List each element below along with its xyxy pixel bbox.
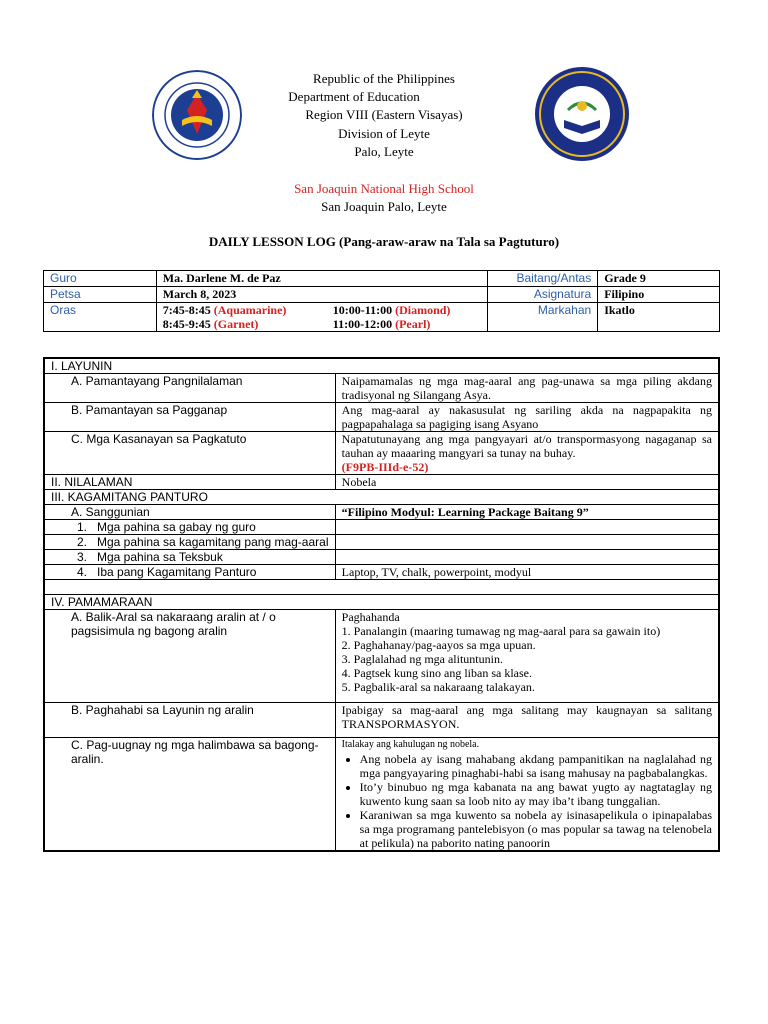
header-line-5: Palo, Leyte [354, 144, 414, 159]
kagamitan-item-4-value: Laptop, TV, chalk, powerpoint, modyul [335, 565, 719, 580]
header-line-1: Republic of the Philippines [313, 71, 455, 86]
kagamitan-item-4-text: Iba pang Kagamitang Panturo [97, 565, 257, 579]
layunin-a-label: A. Pamantayang Pangnilalaman [44, 374, 335, 403]
oras-1-section: (Aquamarine) [213, 303, 287, 317]
sanggunian-value: “Filipino Modyul: Learning Package Baitang 9” [335, 505, 719, 520]
kagamitan-item-4-label [44, 565, 335, 580]
guro-label: Guro [44, 271, 157, 287]
kagamitan-item-3-value [335, 550, 719, 565]
oras-3-section: (Garnet) [213, 317, 259, 331]
oras-4-time: 11:00-12:00 [332, 317, 393, 331]
oras-1-time: 7:45-8:45 [162, 303, 211, 317]
oras-2-time: 10:00-11:00 [332, 303, 393, 317]
nobela-bullet-1: • Ang nobela ay isang mahabang akdang pampanitikan na naglalahad ng mga pangyayaring pinaghabi-habi sa isang mahusay na pagbabalangkas. [360, 752, 712, 780]
step-2: 2. Paghahanay/pag-aayos sa mga upuan. [341, 638, 536, 652]
header-line-2: Department of Education [288, 89, 420, 104]
school-address: San Joaquin Palo, Leyte [321, 199, 447, 214]
pamamaraan-c-cell [335, 738, 719, 852]
school-name: San Joaquin National High School [294, 181, 474, 196]
layunin-c-label: C. Mga Kasanayan sa Pagkatuto [44, 432, 335, 475]
markahan-value: Ikatlo [598, 303, 720, 332]
pamamaraan-c-intro: Italakay ang kahulugan ng nobela. [341, 739, 480, 750]
section-nilalaman: II. NILALAMAN [44, 475, 335, 490]
kagamitan-item-4-num: 4. [77, 565, 88, 579]
nobela-bullet-2: • Ito’y binubuo ng mga kabanata na ang bawat yugto ay nagtataglay ng kuwento kung saan sa loob nito ay may iba’t ibang tunggalian. [360, 780, 712, 808]
step-4: 4. Pagtsek kung sino ang liban sa klase. [341, 666, 532, 680]
kagamitan-item-3-text: Mga pahina sa Teksbuk [97, 550, 223, 564]
spacer-row [44, 580, 719, 595]
oras-label: Oras [44, 303, 157, 332]
kagamitan-item-3-label [44, 550, 335, 565]
header-line-4: Division of Leyte [338, 126, 430, 141]
section-layunin: I. LAYUNIN [44, 358, 719, 374]
layunin-c-cell [335, 432, 719, 475]
pamamaraan-b-text [335, 703, 719, 738]
petsa-value: March 8, 2023 [156, 287, 488, 303]
layunin-c-text: Napatutunayang ang mga pangyayari at/o transpormasyong nagaganap sa tauhan ay maaaring mangyari sa tunay na buhay. [341, 432, 712, 460]
nobela-bullet-list [342, 752, 712, 850]
paghahanda-heading: Paghahanda [341, 610, 400, 624]
nilalaman-value: Nobela [335, 475, 719, 490]
asignatura-label: Asignatura [488, 287, 598, 303]
markahan-label: Markahan [488, 303, 598, 332]
section-pamamaraan: IV. PAMAMARAAN [44, 595, 719, 610]
pamamaraan-a-cell [335, 610, 719, 703]
petsa-label: Petsa [44, 287, 157, 303]
oras-value [156, 303, 488, 332]
step-1: 1. Panalangin (maaring tumawag ng mag-aaral para sa gawain ito) [341, 624, 661, 638]
layunin-b-text: Ang mag-aaral ay nakasusulat ng sariling akda na nagpapakita ng pagpapahalaga sa pagiging isang Asyano [335, 403, 719, 432]
pamamaraan-b-label: B. Paghahabi sa Layunin ng aralin [44, 703, 335, 738]
sanggunian-label: A. Sanggunian [44, 505, 335, 520]
pamamaraan-b-text-content: Ipabigay sa mag-aaral ang mga salitang may kaugnayan sa salitang TRANSPORMASYON. [341, 703, 712, 731]
step-5: 5. Pagbalik-aral sa nakaraang talakayan. [341, 680, 535, 694]
oras-4-section: (Pearl) [395, 317, 431, 331]
page-title: DAILY LESSON LOG (Pang-araw-araw na Tala sa Pagtuturo) [208, 234, 560, 249]
lesson-table [43, 357, 720, 852]
kagamitan-item-1-num: 1. [77, 520, 88, 534]
header-line-3: Region VIII (Eastern Visayas) [305, 107, 463, 122]
guro-value: Ma. Darlene M. de Paz [156, 271, 488, 287]
pamamaraan-a-label: A. Balik-Aral sa nakaraang aralin at / o pagsisimula ng bagong aralin [44, 610, 335, 703]
kagamitan-item-2-text: Mga pahina sa kagamitang pang mag-aaral [97, 535, 329, 549]
kagamitan-item-2-label [44, 535, 335, 550]
layunin-b-label: B. Pamantayan sa Pagganap [44, 403, 335, 432]
asignatura-value: Filipino [598, 287, 720, 303]
kagamitan-item-3-num: 3. [77, 550, 88, 564]
kagamitan-item-2-value [335, 535, 719, 550]
kagamitan-item-2-num: 2. [77, 535, 88, 549]
kagamitan-item-1-text: Mga pahina sa gabay ng guro [97, 520, 256, 534]
section-kagamitan: III. KAGAMITANG PANTURO [44, 490, 719, 505]
step-3: 3. Paglalahad ng mga alituntunin. [341, 652, 503, 666]
competency-code: (F9PB-IIId-e-52) [341, 460, 429, 474]
nobela-bullet-3: • Karaniwan sa mga kuwento sa nobela ay isinasapelikula o ipinapalabas sa mga programang pantelebisyon (o mas popular sa tawag na telenobela at pelikula) na paborito nating panoorin [360, 808, 712, 850]
info-table [43, 270, 720, 332]
oras-3-time: 8:45-9:45 [162, 317, 211, 331]
layunin-a-text: Naipamamalas ng mga mag-aaral ang pag-unawa sa mga piling akdang tradisyonal ng Silangang Asya. [335, 374, 719, 403]
baitang-label: Baitang/Antas [488, 271, 598, 287]
kagamitan-item-1-value [335, 520, 719, 535]
pamamaraan-c-label: C. Pag-uugnay ng mga halimbawa sa bagong-aralin. [44, 738, 335, 852]
kagamitan-item-1-label [44, 520, 335, 535]
baitang-value: Grade 9 [598, 271, 720, 287]
oras-2-section: (Diamond) [395, 303, 451, 317]
